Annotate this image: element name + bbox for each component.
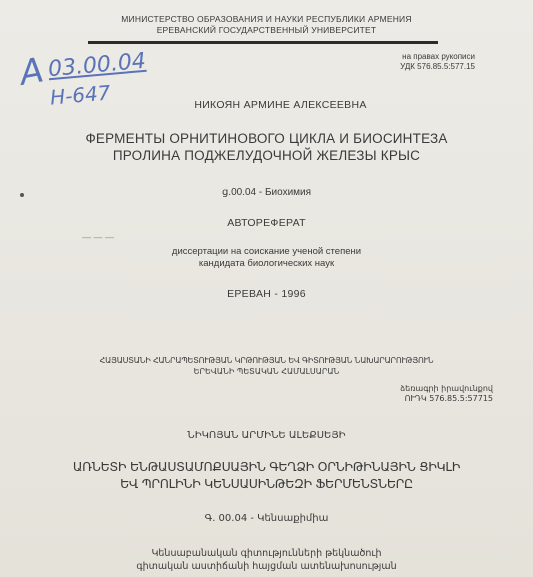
- armenian-udc-code: ՈՒԴԿ 576.85.5:57715: [404, 394, 493, 403]
- dissertation-line-1: диссертации на соискание ученой степени: [171, 246, 362, 257]
- armenian-rights-note: ձեռագրի իրավունքով: [400, 384, 493, 393]
- armenian-title-line-2: ԵՎ ՊՐՈԼԻՆԻ ԿԵՆՍԱՍԻՆԹԵԶԻ ՖԵՐՄԵՆՏՆԵՐԸ: [120, 476, 413, 491]
- document-type: АВТОРЕФЕРАТ: [227, 217, 306, 229]
- author-name: НИКОЯН АРМИНЕ АЛЕКСЕЕВНА: [194, 99, 367, 111]
- faint-mark: — — —: [82, 232, 115, 242]
- armenian-author: ՆԻԿՈՅԱՆ ԱՐՄԻՆԵ ԱԼԵՔՍԵՅԻ: [187, 430, 346, 441]
- armenian-specialty: Գ. 00.04 - Կենսաքիմիա: [204, 513, 329, 524]
- armenian-degree-line-1: Կենսաբանական գիտությունների թեկնածուի: [151, 548, 382, 559]
- city-year: ЕРЕВАН - 1996: [227, 288, 306, 300]
- ministry-header: МИНИСТЕРСТВО ОБРАЗОВАНИЯ И НАУКИ РЕСПУБЛИКИ АРМЕНИЯ: [121, 14, 412, 24]
- university-header: ЕРЕВАНСКИЙ ГОСУДАРСТВЕННЫЙ УНИВЕРСИТЕТ: [156, 25, 377, 35]
- title-line-2: ПРОЛИНА ПОДЖЕЛУДОЧНОЙ ЖЕЛЕЗЫ КРЫС: [112, 148, 421, 163]
- armenian-ministry: ՀԱՅԱՍՏԱՆԻ ՀԱՆՐԱՊԵՏՈՒԹՅԱՆ ԿՐԹՈՒԹՅԱՆ ԵՎ ԳԻՏՈՒԹՅԱՆ ՆԱԽԱՐԱՐՈՒԹՅՈՒՆ: [99, 356, 434, 365]
- handwritten-code: 03.00.04: [47, 48, 147, 83]
- header-rule: [88, 41, 438, 44]
- rights-note: на правах рукописи: [402, 52, 475, 61]
- armenian-university: ԵՐԵՎԱՆԻ ՊԵՏԱԿԱՆ ՀԱՄԱԼՍԱՐԱՆ: [193, 367, 340, 376]
- armenian-degree-line-2: գիտական աստիճանի հայցման ատենախոսության: [136, 561, 397, 572]
- armenian-title-line-1: ԱՌՆԵՏԻ ԵՆԹԱՍՏԱՄՈՔՍԱՅԻՆ ԳԵՂՁԻ ՕՐՆԻԹԻՆԱՅԻՆ ՑԻԿԼԻ: [72, 459, 461, 474]
- handwritten-letter: A: [16, 50, 47, 94]
- dissertation-line-2: кандидата биологических наук: [198, 258, 335, 269]
- title-line-1: ФЕРМЕНТЫ ОРНИТИНОВОГО ЦИКЛА И БИОСИНТЕЗА: [85, 131, 448, 146]
- handwritten-number: H-647: [49, 80, 112, 110]
- specialty: ց.00.04 - Биохимия: [221, 187, 312, 198]
- udc-code: УДК 576.85.5:577.15: [400, 62, 475, 71]
